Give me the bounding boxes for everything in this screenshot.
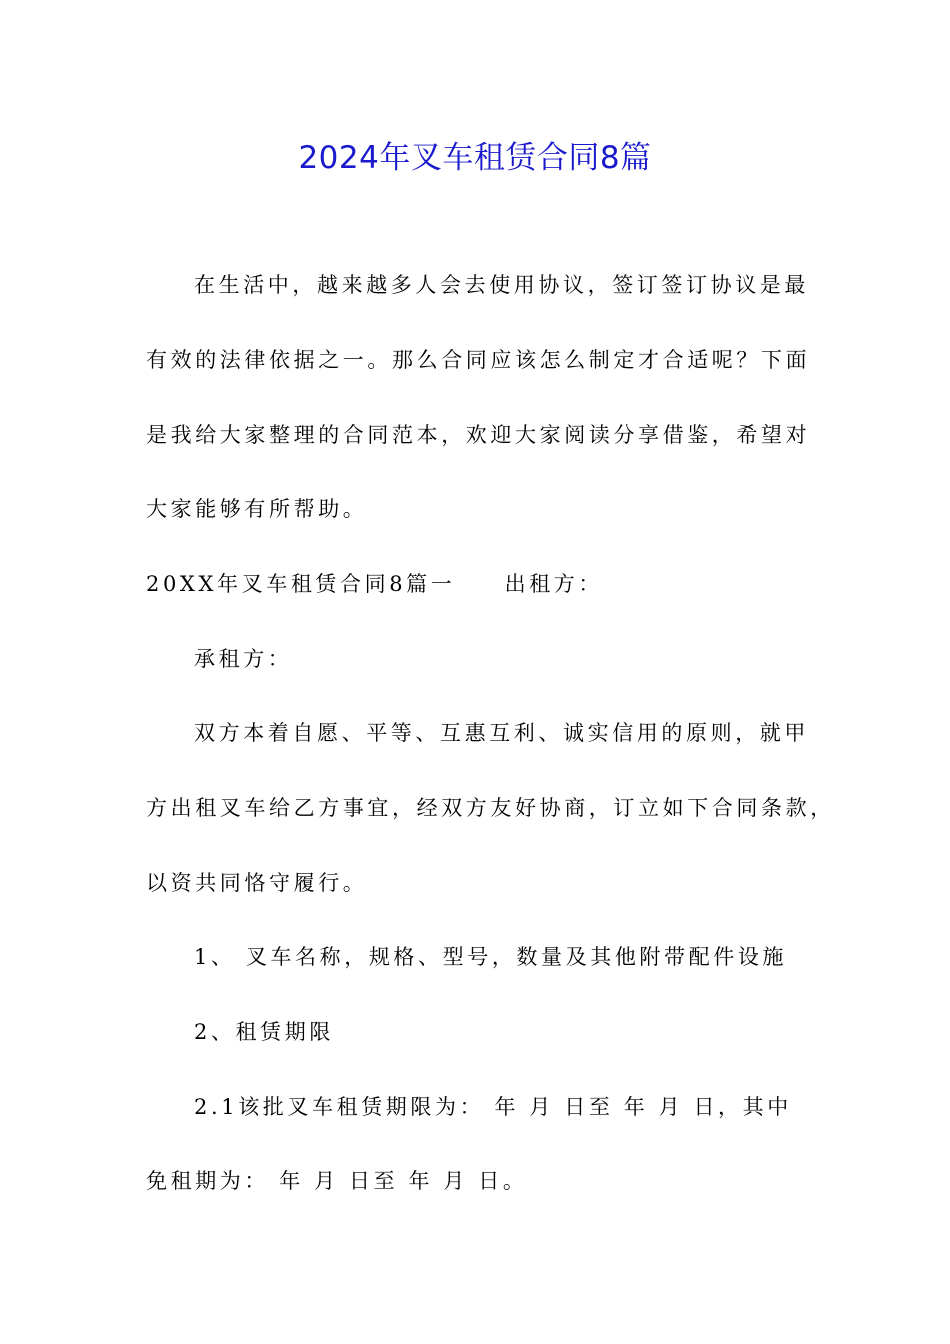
paragraph-line: 大家能够有所帮助。 — [146, 497, 368, 521]
section-heading: 20XX年叉车租赁合同8篇一 出租方： — [146, 572, 603, 596]
clause-line: 1、 叉车名称，规格、型号，数量及其他附带配件设施 — [194, 945, 788, 969]
paragraph-line: 有效的法律依据之一。那么合同应该怎么制定才合适呢？下面 — [146, 348, 811, 372]
clause-line: 2.1该批叉车租赁期限为： 年 月 日至 年 月 日，其中 — [194, 1095, 792, 1119]
paragraph-line: 是我给大家整理的合同范本，欢迎大家阅读分享借鉴，希望对 — [146, 423, 811, 447]
document-title: 2024年叉车租赁合同8篇 — [298, 140, 652, 176]
paragraph-line: 在生活中，越来越多人会去使用协议，签订签订协议是最 — [194, 273, 809, 297]
clause-line: 免租期为： 年 月 日至 年 月 日。 — [146, 1169, 528, 1193]
paragraph-line: 方出租叉车给乙方事宜，经双方友好协商，订立如下合同条款， — [146, 796, 835, 820]
clause-line: 2、租赁期限 — [194, 1020, 334, 1044]
paragraph-line: 承租方： — [194, 647, 293, 671]
paragraph-line: 双方本着自愿、平等、互惠互利、诚实信用的原则，就甲 — [194, 721, 809, 745]
paragraph-line: 以资共同恪守履行。 — [146, 871, 368, 895]
